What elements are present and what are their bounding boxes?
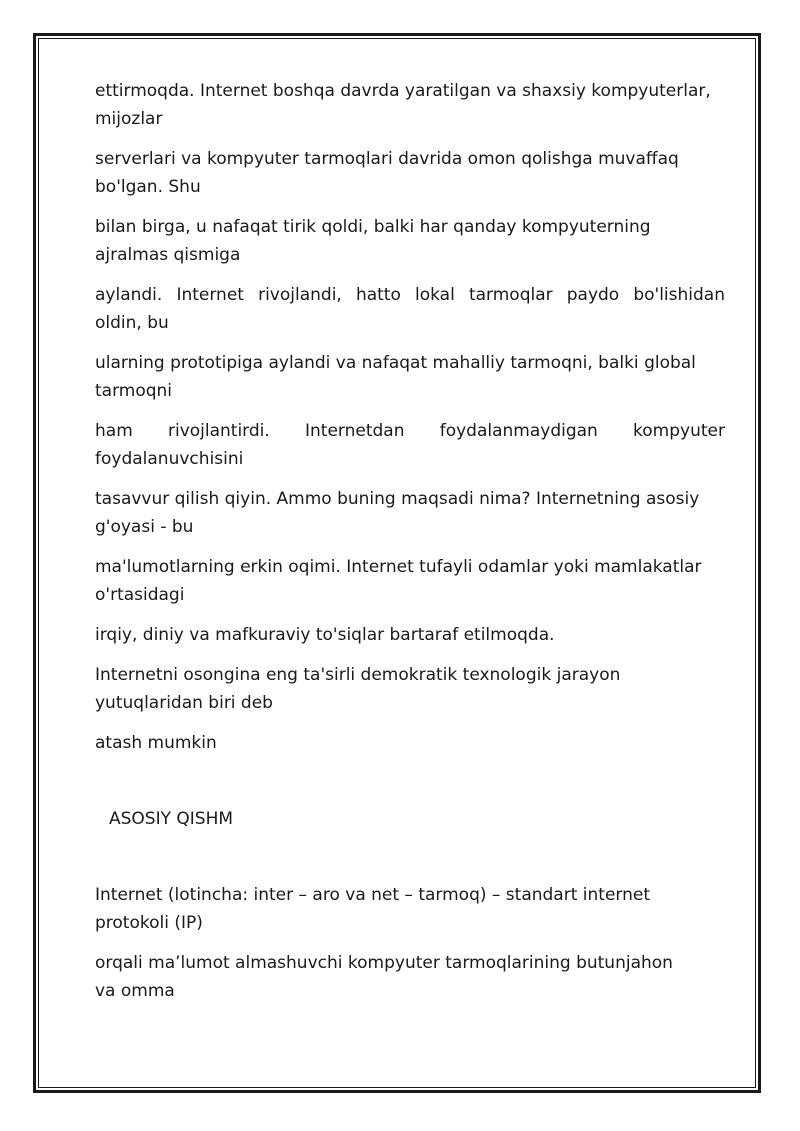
- text-line: orqali ma’lumot almashuvchi kompyuter tarmoqlarining butunjahon: [95, 953, 673, 973]
- paragraph: [95, 485, 725, 541]
- paragraph: [95, 77, 725, 133]
- text-line: va omma: [95, 981, 175, 1001]
- paragraph: [95, 417, 725, 473]
- paragraphs-after-heading: [95, 881, 725, 1005]
- text-line: ularning prototipiga aylandi va nafaqat mahalliy tarmoqni, balki global: [95, 353, 696, 373]
- text-line: ham rivojlantirdi. Internetdan foydalanmaydigan kompyuter: [95, 421, 725, 441]
- paragraphs-before-heading: [95, 77, 725, 757]
- text-line: Internet (lotincha: inter – aro va net – tarmoq) – standart internet: [95, 885, 650, 905]
- text-line: foydalanuvchisini: [95, 449, 244, 469]
- text-line: o'rtasidagi: [95, 585, 185, 605]
- paragraph: [95, 621, 725, 649]
- document-body: [95, 77, 725, 1017]
- text-line: tasavvur qilish qiyin. Ammo buning maqsadi nima? Internetning asosiy: [95, 489, 700, 509]
- text-line: ettirmoqda. Internet boshqa davrda yaratilgan va shaxsiy kompyuterlar,: [95, 81, 711, 101]
- text-line: atash mumkin: [95, 733, 217, 753]
- text-line: bilan birga, u nafaqat tirik qoldi, balki har qanday kompyuterning: [95, 217, 651, 237]
- paragraph: [95, 729, 725, 757]
- text-line: ma'lumotlarning erkin oqimi. Internet tufayli odamlar yoki mamlakatlar: [95, 557, 702, 577]
- text-line: mijozlar: [95, 109, 163, 129]
- paragraph: [95, 881, 725, 937]
- text-line: irqiy, diniy va mafkuraviy to'siqlar bartaraf etilmoqda.: [95, 625, 555, 645]
- paragraph: [95, 281, 725, 337]
- text-line: aylandi. Internet rivojlandi, hatto lokal tarmoqlar paydo bo'lishidan: [95, 285, 725, 305]
- paragraph: [95, 553, 725, 609]
- text-line: bo'lgan. Shu: [95, 177, 201, 197]
- paragraph: [95, 661, 725, 717]
- paragraph: [95, 213, 725, 269]
- text-line: ajralmas qismiga: [95, 245, 241, 265]
- text-line: protokoli (IP): [95, 913, 203, 933]
- text-line: oldin, bu: [95, 313, 169, 333]
- paragraph: [95, 145, 725, 201]
- section-heading: ASOSIY QISHM: [109, 809, 234, 829]
- text-line: Internetni osongina eng ta'sirli demokratik texnologik jarayon: [95, 665, 621, 685]
- paragraph: [95, 949, 725, 1005]
- text-line: tarmoqni: [95, 381, 173, 401]
- text-line: g'oyasi - bu: [95, 517, 194, 537]
- text-line: serverlari va kompyuter tarmoqlari davrida omon qolishga muvaffaq: [95, 149, 679, 169]
- paragraph: [95, 349, 725, 405]
- text-line: yutuqlaridan biri deb: [95, 693, 273, 713]
